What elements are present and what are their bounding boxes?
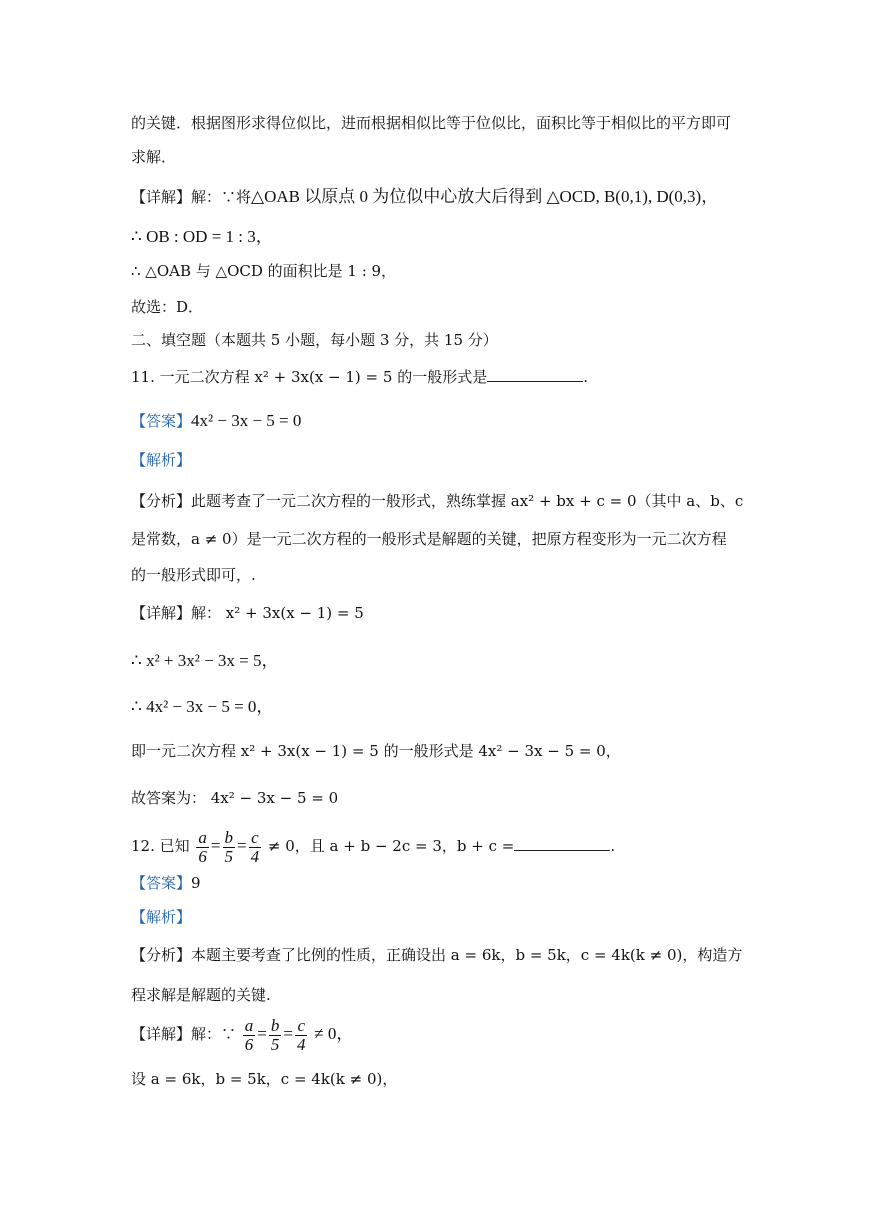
math-expression: △OAB 以原点 0 为位似中心放大后得到 △OCD, B(0,1), D(0,3)， xyxy=(251,187,719,206)
fraction-a-6: $\frac{a}{6}$ xyxy=(244,1015,254,1054)
answer-blank xyxy=(487,367,583,382)
analysis-12-line-2: 程求解是解题的关键. xyxy=(131,986,271,1004)
fraction-c-4: $\frac{c}{4}$ xyxy=(250,827,260,866)
question-11: 11. 一元二次方程 x² + 3x(x − 1) = 5 的一般形式是 . xyxy=(131,368,588,386)
answer-tag: 【答案】 xyxy=(131,412,192,430)
last-line: 设 a = 6k，b = 5k，c = 4k(k ≠ 0)， xyxy=(131,1070,398,1088)
text-line-17: 即一元二次方程 x² + 3x(x − 1) = 5 的一般形式是 4x² − 3x − 5 = 0， xyxy=(131,742,621,760)
text-line-16: ∴ 4x² − 3x − 5 = 0， xyxy=(131,697,274,716)
detail-12-prefix: 【详解】解：∵ xyxy=(131,1025,237,1043)
section-heading: 二、填空题（本题共 5 小题，每小题 3 分，共 15 分） xyxy=(131,331,498,349)
text-line-1: 的关键．根据图形求得位似比，进而根据相似比等于位似比，面积比等于相似比的平方即可 xyxy=(131,114,732,132)
text-line-6: 故选：D． xyxy=(131,298,204,316)
answer-blank-12 xyxy=(514,836,610,851)
answer-value-12: 9 xyxy=(191,874,201,892)
text-line-4: ∴ OB : OD = 1 : 3， xyxy=(131,227,273,246)
answer-11 xyxy=(131,410,301,432)
text-line-2: 求解． xyxy=(131,148,177,166)
fraction-a-6: $\frac{a}{6}$ xyxy=(198,827,207,866)
text-line-11: 【分析】此题考查了一元二次方程的一般形式，熟练掌握 ax² + bx + c = 0（其中 a、b、c xyxy=(131,492,744,510)
question-12: 12. 已知 $\frac{a}{6}$ = $\frac{b}{5}$ = $\frac{c}{4}$ ≠ 0，且 a + b − 2c = 3，b + c = . xyxy=(131,827,616,866)
text-line-3 xyxy=(131,186,718,208)
detail-12: 【详解】解：∵ $\frac{a}{6}$ = $\frac{b}{5}$ = $\frac{c}{4}$ ≠ 0， xyxy=(131,1015,354,1054)
fraction-b-5: $\frac{b}{5}$ xyxy=(270,1015,280,1054)
analysis-tag-12: 【解析】 xyxy=(131,908,192,926)
detail-label: 【详解】解：∵将 xyxy=(131,188,252,206)
text-line-14: 【详解】解： x² + 3x(x − 1) = 5 xyxy=(131,604,364,622)
answer-12 xyxy=(131,872,201,894)
question-12-condition: ≠ 0，且 a + b − 2c = 3，b + c = xyxy=(267,837,515,855)
question-11-text: 11. 一元二次方程 x² + 3x(x − 1) = 5 的一般形式是 xyxy=(131,368,488,386)
text-line-12: 是常数，a ≠ 0）是一元二次方程的一般形式是解题的关键，把原方程变形为一元二次方程 xyxy=(131,530,727,548)
text-line-5: ∴ △OAB 与 △OCD 的面积比是 1 : 9， xyxy=(131,262,397,280)
text-line-13: 的一般形式即可，. xyxy=(131,566,256,584)
question-12-prefix: 12. 已知 xyxy=(131,837,190,855)
fraction-b-5: $\frac{b}{5}$ xyxy=(224,827,233,866)
analysis-12-line-1: 【分析】本题主要考查了比例的性质，正确设出 a = 6k，b = 5k，c = 4k(k ≠ 0)，构造方 xyxy=(131,946,743,964)
text-line-18: 故答案为： 4x² − 3x − 5 = 0 xyxy=(131,789,339,807)
fraction-c-4: $\frac{c}{4}$ xyxy=(296,1015,306,1054)
answer-tag-12: 【答案】 xyxy=(131,874,192,892)
answer-value: 4x² − 3x − 5 = 0 xyxy=(191,411,302,430)
analysis-tag-11: 【解析】 xyxy=(131,451,192,469)
text-line-15: ∴ x² + 3x² − 3x = 5， xyxy=(131,651,279,670)
